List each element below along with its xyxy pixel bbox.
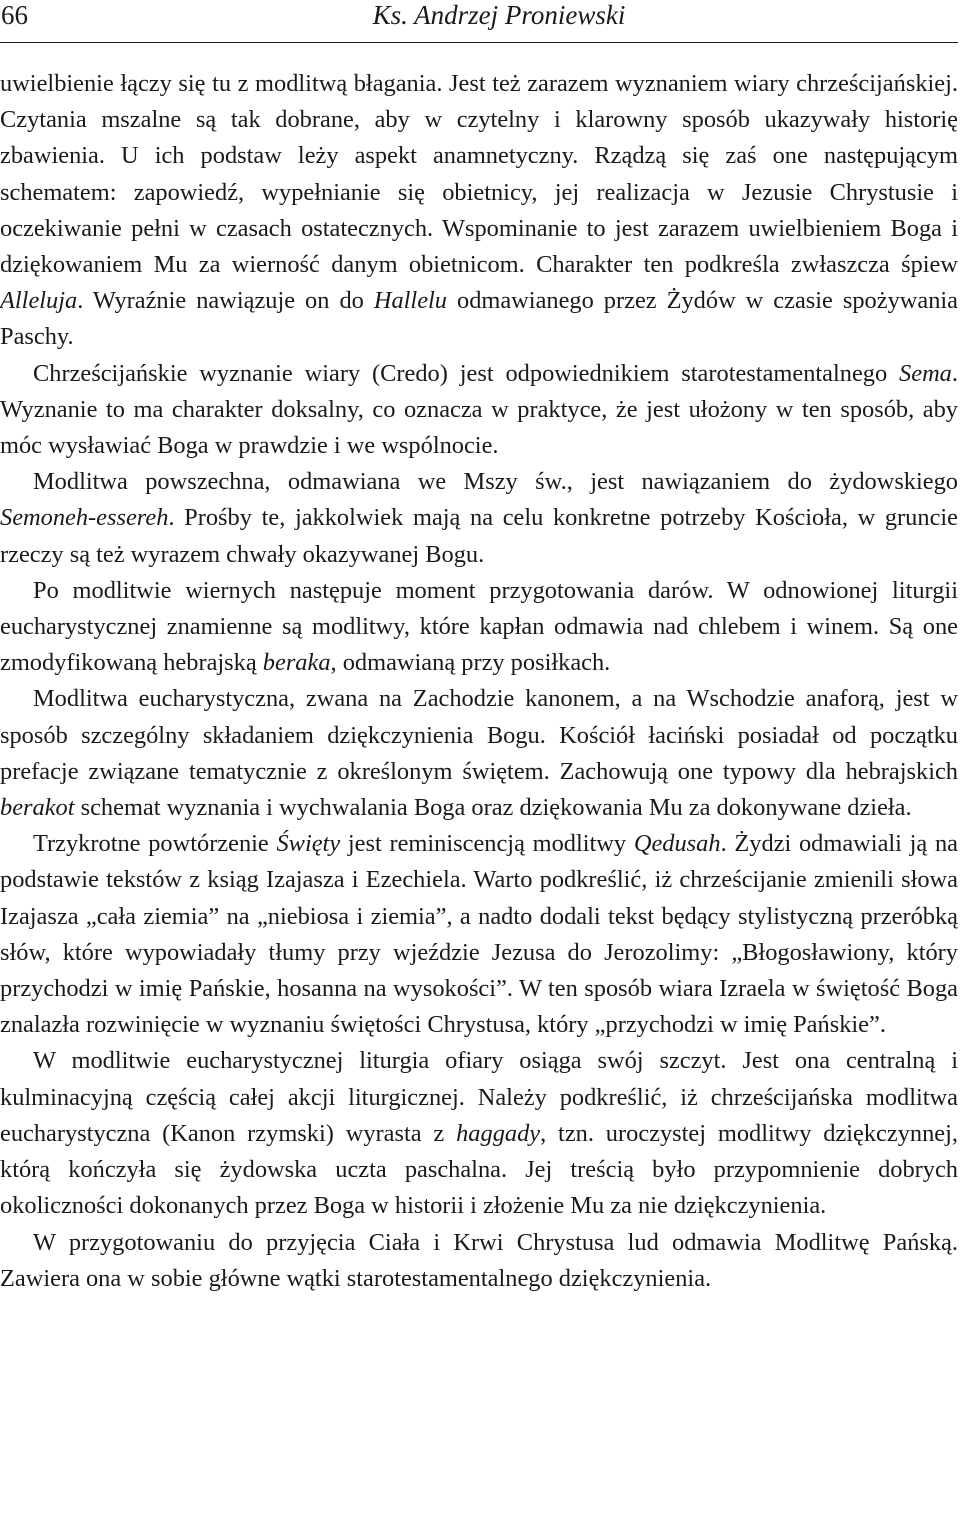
paragraph bbox=[0, 573, 958, 682]
paragraph bbox=[0, 66, 958, 356]
text-run: . Wyraźnie nawiązuje on do bbox=[77, 287, 374, 315]
paragraph bbox=[0, 826, 958, 1043]
running-header bbox=[0, 0, 958, 43]
italic-term: haggady bbox=[456, 1119, 541, 1147]
text-run: , tzn. uroczystej modlitwy dziękczynnej, którą kończyła się żydowska uczta paschalna. Jej treścią było przypomnienie dobrych okoliczności dokonanych przez Boga w historii i złożenie Mu za nie dziękczynienia. bbox=[0, 1119, 958, 1220]
paragraph bbox=[0, 1225, 958, 1297]
paragraph bbox=[0, 681, 958, 826]
text-run: . Żydzi odmawiali ją na podstawie tekstów z ksiąg Izajasza i Ezechiela. Warto podkreślić, iż chrześcijanie zmienili słowa Izajasza „cała ziemia” na „niebiosa i ziemia”, a nadto dodali tekst będący stylistyczną przeróbką słów, które wypowiadały tłumy przy wjeździe Jezusa do Jerozolimy: „Błogosławiony, który przychodzi w imię Pańskie, hosanna na wysokości”. W ten sposób wiara Izraela w świętość Boga znalazła rozwinięcie w wyznaniu świętości Chrystusa, który „przychodzi w imię Pańskie”. bbox=[0, 830, 958, 1039]
italic-term: Semoneh-essereh bbox=[0, 504, 169, 532]
text-run: W modlitwie eucharystycznej liturgia ofiary osiąga swój szczyt. Jest ona centralną i kulminacyjną częścią całej akcji liturgicznej. Należy podkreślić, iż chrześcijańska modlitwa eucharystyczna (Kanon rzymski) wyrasta z bbox=[0, 1047, 958, 1147]
text-run: W przygotowaniu do przyjęcia Ciała i Krwi Chrystusa lud odmawia Modlitwę Pańską. Zawiera ona w sobie główne wątki starotestamentalnego dziękczynienia. bbox=[0, 1228, 958, 1292]
paragraph bbox=[0, 356, 958, 465]
body-text bbox=[0, 66, 958, 1297]
text-run: jest reminiscencją modlitwy bbox=[340, 830, 634, 858]
text-run: . Prośby te, jakkolwiek mają na celu konkretne potrzeby Kościoła, w gruncie rzeczy są też wyrazem chwały okazywanej Bogu. bbox=[0, 504, 958, 568]
text-run: , odmawianą przy posiłkach. bbox=[330, 649, 611, 677]
text-run: schemat wyznania i wychwalania Boga oraz dziękowania Mu za dokonywane dzieła. bbox=[74, 794, 912, 822]
italic-term: Alleluja bbox=[0, 287, 78, 315]
italic-term: berakot bbox=[0, 794, 75, 822]
page-number: 66 bbox=[1, 0, 28, 30]
text-run: Po modlitwie wiernych następuje moment przygotowania darów. W odnowionej liturgii eucharystycznej znamienne są modlitwy, które kapłan odmawia nad chlebem i winem. Są one zmodyfikowaną hebrajską bbox=[0, 576, 958, 677]
running-title: Ks. Andrzej Proniewski bbox=[372, 0, 626, 30]
text-run: Modlitwa eucharystyczna, zwana na Zachodzie kanonem, a na Wschodzie anaforą, jest w sposób szczególny składaniem dziękczynienia Bogu. Kościół łaciński posiadał od początku prefacje związane tematycznie z określonym świętem. Zachowują one typowy dla hebrajskich bbox=[0, 685, 958, 785]
text-run: uwielbienie łączy się tu z modlitwą błagania. Jest też zarazem wyznaniem wiary chrześcijańskiej. Czytania mszalne są tak dobrane, aby w czytelny i klarowny sposób ukazywały historię zbawienia. U ich podstaw leży aspekt anamnetyczny. Rządzą się zaś one następującym schematem: zapowiedź, wypełnianie się obietnicy, jej realizacja w Jezusie Chrystusie i oczekiwanie pełni w czasach ostatecznych. Wspominanie to jest zarazem uwielbieniem Boga i dziękowaniem Mu za wierność danym obietnicom. Charakter ten podkreśla zwłaszcza śpiew bbox=[0, 70, 958, 279]
paragraph bbox=[0, 1043, 958, 1224]
text-run: Modlitwa powszechna, odmawiana we Mszy św., jest nawiązaniem do żydowskiego bbox=[33, 468, 958, 496]
text-run: odmawianego przez Żydów w czasie spożywania Paschy. bbox=[0, 287, 958, 351]
text-run: . Wyznanie to ma charakter doksalny, co oznacza w praktyce, że jest ułożony w ten sposób, aby móc wysławiać Boga w prawdzie i we wspólnocie. bbox=[0, 359, 958, 460]
text-run: Chrześcijańskie wyznanie wiary (Credo) jest odpowiednikiem starotestamentalnego bbox=[33, 359, 900, 387]
italic-term: beraka bbox=[262, 649, 331, 677]
italic-term: Sema bbox=[899, 359, 952, 387]
italic-term: Święty bbox=[276, 830, 341, 858]
text-run: Trzykrotne powtórzenie bbox=[33, 830, 277, 858]
italic-term: Qedusah bbox=[633, 830, 721, 858]
italic-term: Hallelu bbox=[373, 287, 447, 315]
paragraph bbox=[0, 464, 958, 573]
